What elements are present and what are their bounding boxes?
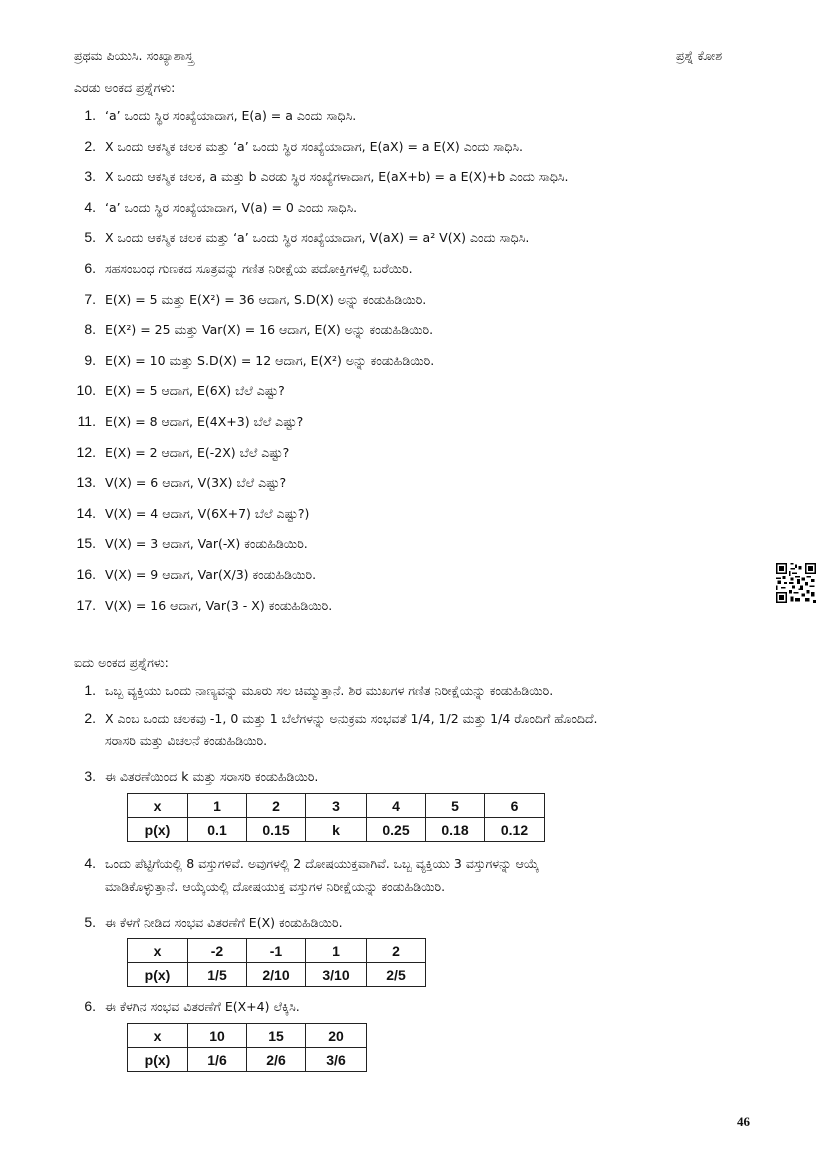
question-text: E(X) = 2 ಆದಾಗ, E(-2X) ಬೆಲೆ ಎಷ್ಟು? (105, 444, 290, 460)
table-row (128, 818, 545, 842)
question-number: 3. (84, 168, 96, 185)
question-number: 12. (76, 443, 96, 460)
two-marks-question (66, 199, 357, 216)
table-cell: x (128, 939, 188, 963)
table-cell: 3/6 (306, 1048, 367, 1072)
table-cell: 1/6 (188, 1048, 247, 1072)
two-marks-question (66, 505, 309, 522)
table-cell: p(x) (128, 1048, 188, 1072)
page-number: 46 (737, 1114, 750, 1129)
question-text: ಈ ವಿತರಣೆಯಿಂದ k ಮತ್ತು ಸರಾಸರಿ ಕಂಡುಹಿಡಿಯಿರಿ. (105, 769, 319, 784)
question-text: X ಒಂದು ಆಕಸ್ಮಿಕ ಚಲಕ ಮತ್ತು ‘a’ ಒಂದು ಸ್ಥಿರ ಸಂಖ್ಯೆಯಾದಾಗ, E(aX) = a E(X) ಎಂದು ಸಾಧಿಸಿ. (105, 138, 524, 154)
two-marks-question (66, 474, 286, 491)
distribution-table-q6 (127, 1023, 367, 1072)
table-cell: 2 (367, 939, 426, 963)
table-cell: 3/10 (306, 963, 367, 987)
question-number: 13. (76, 474, 96, 491)
table-row (128, 1024, 367, 1048)
question-number: 10. (76, 382, 96, 399)
section-title-five-marks: ಐದು ಅಂಕದ ಪ್ರಶ್ನೆಗಳು: (74, 655, 169, 670)
section-title-two-marks: ಎರಡು ಅಂಕದ ಪ್ರಶ್ನೆಗಳು: (74, 80, 176, 95)
table-cell: -2 (188, 939, 247, 963)
table-cell: 2/6 (247, 1048, 306, 1072)
question-number: 2. (84, 137, 96, 154)
table-cell: 15 (247, 1024, 306, 1048)
header-right: ಪ್ರಶ್ನೆ ಕೋಶ (676, 48, 723, 63)
table-cell: p(x) (128, 963, 188, 987)
table-cell: 1/5 (188, 963, 247, 987)
two-marks-question (66, 382, 285, 399)
question-text: ‘a’ ಒಂದು ಸ್ಥಿರ ಸಂಖ್ಯೆಯಾದಾಗ, E(a) = a ಎಂದು ಸಾಧಿಸಿ. (105, 108, 357, 123)
question-text: E(X) = 10 ಮತ್ತು S.D(X) = 12 ಆದಾಗ, E(X²) ಅನ್ನು ಕಂಡುಹಿಡಿಯಿರಿ. (105, 352, 435, 368)
distribution-table-q5 (127, 938, 426, 987)
question-text-line1: X ಎಂಬ ಒಂದು ಚಲಕವು -1, 0 ಮತ್ತು 1 ಬೆಲೆಗಳನ್ನು ಅನುಕ್ರಮ ಸಂಭವತೆ 1/4, 1/2 ಮತ್ತು 1/4 ರೊಂದಿಗೆ ಹೊಂದಿದೆ. (105, 711, 598, 726)
table-cell: 1 (188, 794, 247, 818)
two-marks-question (66, 107, 356, 124)
two-marks-question (66, 321, 433, 338)
question-number: 11. (77, 413, 96, 429)
question-number: 15. (76, 535, 96, 552)
five-marks-q1 (66, 682, 553, 699)
two-marks-question (66, 444, 289, 461)
table-cell: 4 (367, 794, 426, 818)
question-text: ಈ ಕೆಳಗೆ ನೀಡಿದ ಸಂಭವ ವಿತರಣೆಗೆ E(X) ಕಂಡುಹಿಡಿಯಿರಿ. (105, 915, 343, 930)
question-text: ಸಹಸಂಬಂಧ ಗುಣಕದ ಸೂತ್ರವನ್ನು ಗಣಿತ ನಿರೀಕ್ಷೆಯ ಪದೋಕ್ತಿಗಳಲ್ಲಿ ಬರೆಯಿರಿ. (105, 261, 413, 276)
two-marks-question (66, 566, 316, 583)
table-cell: 10 (188, 1024, 247, 1048)
table-cell: k (306, 818, 367, 842)
five-marks-q5 (66, 914, 343, 931)
question-text: X ಒಂದು ಆಕಸ್ಮಿಕ ಚಲಕ, a ಮತ್ತು b ಎರಡು ಸ್ಥಿರ ಸಂಖ್ಯೆಗಳಾದಾಗ, E(aX+b) = a E(X)+b ಎಂದು ಸಾಧಿಸಿ. (105, 169, 569, 185)
question-text: E(X) = 5 ಆದಾಗ, E(6X) ಬೆಲೆ ಎಷ್ಟು? (105, 383, 285, 399)
question-text: V(X) = 6 ಆದಾಗ, V(3X) ಬೆಲೆ ಎಷ್ಟು? (105, 475, 287, 491)
question-number: 1. (84, 107, 96, 123)
question-number: 4. (84, 198, 96, 215)
table-cell: x (128, 794, 188, 818)
table-cell: 2/10 (247, 963, 306, 987)
question-text: E(X) = 8 ಆದಾಗ, E(4X+3) ಬೆಲೆ ಎಷ್ಟು? (105, 414, 304, 429)
question-number: 4. (84, 855, 96, 871)
question-text-line1: ಒಂದು ಪೆಟ್ಟಿಗೆಯಲ್ಲಿ 8 ವಸ್ತುಗಳಿವೆ. ಅವುಗಳಲ್ಲಿ 2 ದೋಷಯುಕ್ತವಾಗಿವೆ. ಒಬ್ಬ ವ್ಯಕ್ತಿಯು 3 ವಸ್ತುಗಳನ್ನು ಆಯ್ಕೆ (105, 856, 540, 871)
question-text: ‘a’ ಒಂದು ಸ್ಥಿರ ಸಂಖ್ಯೆಯಾದಾಗ, V(a) = 0 ಎಂದು ಸಾಧಿಸಿ. (105, 199, 358, 215)
table-row (128, 794, 545, 818)
table-cell: 3 (306, 794, 367, 818)
question-text: V(X) = 16 ಆದಾಗ, Var(3 - X) ಕಂಡುಹಿಡಿಯಿರಿ. (105, 597, 333, 613)
question-number: 1. (84, 682, 96, 698)
question-number: 6. (84, 260, 96, 276)
question-number: 7. (84, 290, 96, 307)
question-number: 3. (84, 768, 96, 784)
table-cell: p(x) (128, 818, 188, 842)
two-marks-question (66, 168, 569, 185)
five-marks-q2 (66, 710, 598, 727)
table-cell: 0.1 (188, 818, 247, 842)
question-text: V(X) = 4 ಆದಾಗ, V(6X+7) ಬೆಲೆ ಎಷ್ಟು?) (105, 505, 310, 521)
distribution-table-q3 (127, 793, 545, 842)
table-row (128, 1048, 367, 1072)
two-marks-question (66, 291, 426, 308)
question-number: 14. (76, 504, 96, 521)
question-number: 8. (84, 321, 96, 338)
question-number: 2. (84, 710, 96, 726)
two-marks-question (66, 138, 523, 155)
question-number: 5. (84, 229, 96, 246)
five-marks-q4 (66, 855, 539, 872)
table-row (128, 939, 426, 963)
table-cell: 6 (485, 794, 545, 818)
question-text: ಒಬ್ಬ ವ್ಯಕ್ತಿಯು ಒಂದು ನಾಣ್ಯವನ್ನು ಮೂರು ಸಲ ಚಿಮ್ಮುತ್ತಾನೆ. ಶಿರ ಮುಖಗಳ ಗಣಿತ ನಿರೀಕ್ಷೆಯನ್ನು ಕಂಡುಹಿಡಿಯಿರಿ. (105, 683, 554, 698)
two-marks-question (66, 535, 308, 552)
question-text: E(X²) = 25 ಮತ್ತು Var(X) = 16 ಆದಾಗ, E(X) ಅನ್ನು ಕಂಡುಹಿಡಿಯಿರಿ. (105, 322, 434, 338)
table-cell: 2/5 (367, 963, 426, 987)
table-cell: 5 (426, 794, 485, 818)
header-left: ಪ್ರಥಮ ಪಿಯುಸಿ. ಸಂಖ್ಯಾಶಾಸ್ತ್ರ (74, 48, 194, 63)
question-number: 6. (84, 998, 96, 1014)
table-cell: 2 (247, 794, 306, 818)
table-cell: 0.15 (247, 818, 306, 842)
table-cell: 1 (306, 939, 367, 963)
table-cell: 0.25 (367, 818, 426, 842)
question-text: V(X) = 3 ಆದಾಗ, Var(-X) ಕಂಡುಹಿಡಿಯಿರಿ. (105, 536, 308, 552)
two-marks-question (66, 597, 332, 614)
five-marks-q6 (66, 998, 300, 1015)
question-text: ಈ ಕೆಳಗಿನ ಸಂಭವ ವಿತರಣೆಗೆ E(X+4) ಲೆಕ್ಕಿಸಿ. (105, 999, 300, 1014)
question-number: 5. (84, 914, 96, 930)
table-cell: 0.12 (485, 818, 545, 842)
table-cell: x (128, 1024, 188, 1048)
question-number: 16. (76, 566, 96, 582)
table-cell: -1 (247, 939, 306, 963)
two-marks-question (66, 352, 434, 369)
table-cell: 20 (306, 1024, 367, 1048)
five-marks-q3 (66, 768, 318, 785)
question-text: E(X) = 5 ಮತ್ತು E(X²) = 36 ಆದಾಗ, S.D(X) ಅನ್ನು ಕಂಡುಹಿಡಿಯಿರಿ. (105, 291, 427, 307)
question-number: 9. (84, 351, 96, 368)
table-cell: 0.18 (426, 818, 485, 842)
two-marks-question (66, 413, 303, 430)
five-marks-q4-line2: ಮಾಡಿಕೊಳ್ಳುತ್ತಾನೆ. ಆಯ್ಕೆಯಲ್ಲಿ ದೋಷಯುಕ್ತ ವಸ್ತುಗಳ ನಿರೀಕ್ಷೆಯನ್ನು ಕಂಡುಹಿಡಿಯಿರಿ. (105, 879, 446, 894)
two-marks-question (66, 229, 529, 246)
table-row (128, 963, 426, 987)
question-text: V(X) = 9 ಆದಾಗ, Var(X/3) ಕಂಡುಹಿಡಿಯಿರಿ. (105, 567, 317, 582)
five-marks-q2-line2: ಸರಾಸರಿ ಮತ್ತು ವಿಚಲನೆ ಕಂಡುಹಿಡಿಯಿರಿ. (105, 733, 268, 748)
question-text: X ಒಂದು ಆಕಸ್ಮಿಕ ಚಲಕ ಮತ್ತು ‘a’ ಒಂದು ಸ್ಥಿರ ಸಂಖ್ಯೆಯಾದಾಗ, V(aX) = a² V(X) ಎಂದು ಸಾಧಿಸಿ. (105, 230, 530, 246)
qr-code-icon[interactable] (776, 563, 816, 603)
question-number: 17. (76, 596, 96, 613)
two-marks-question (66, 260, 413, 277)
